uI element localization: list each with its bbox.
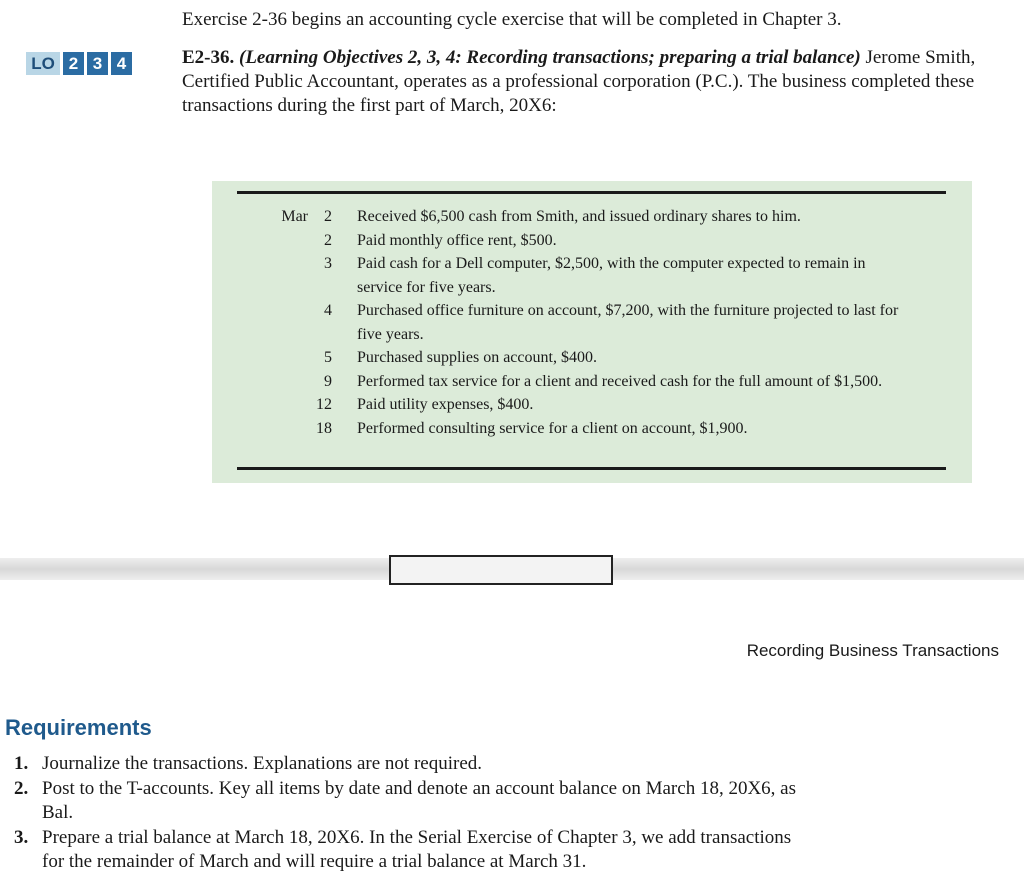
transaction-description: Paid monthly office rent, $500. — [357, 231, 557, 249]
transactions-panel — [212, 181, 972, 483]
transaction-description: Paid utility expenses, $400. — [357, 396, 534, 413]
transaction-day: 2 — [324, 231, 332, 249]
transaction-row — [272, 229, 912, 253]
transaction-date — [272, 205, 332, 229]
transaction-date — [272, 299, 332, 346]
learning-objectives-badge — [26, 52, 132, 75]
requirements-list — [14, 752, 814, 875]
requirement-number: 3. — [14, 826, 29, 848]
transaction-row — [272, 299, 912, 346]
transaction-row — [272, 370, 912, 394]
transaction-date — [272, 393, 332, 417]
transaction-day: 12 — [316, 396, 332, 413]
transaction-description: Performed tax service for a client and received cash for the full amount of $1,500. — [357, 372, 883, 390]
requirement-text: Journalize the transactions. Explanations are not required. — [42, 753, 483, 774]
transaction-date — [272, 346, 332, 370]
requirement-text: Post to the T-accounts. Key all items by date and denote an account balance on March 18, 20X6, as Bal. — [42, 777, 796, 823]
transaction-date — [272, 417, 332, 441]
transaction-date — [272, 252, 332, 299]
transactions-list — [272, 205, 912, 440]
transaction-day: 5 — [324, 349, 332, 366]
transaction-description: Received $6,500 cash from Smith, and issued ordinary shares to him. — [357, 208, 801, 225]
transaction-row — [272, 252, 912, 299]
table-bottom-rule — [237, 467, 946, 470]
requirement-number: 2. — [14, 777, 29, 799]
requirement-text: Prepare a trial balance at March 18, 20X6. In the Serial Exercise of Chapter 3, we add transactions for the remainder of March and will require a trial balance at March 31. — [42, 826, 792, 872]
transaction-row — [272, 417, 912, 441]
requirement-item — [14, 826, 814, 875]
transaction-description: Paid cash for a Dell computer, $2,500, with the computer expected to remain in service for five years. — [357, 255, 866, 296]
table-top-rule — [237, 191, 946, 194]
exercise-title: (Learning Objectives 2, 3, 4: Recording transactions; preparing a trial balance) — [239, 47, 861, 68]
transaction-day: 18 — [316, 419, 332, 437]
transaction-day: 2 — [324, 208, 332, 225]
intro-text: Exercise 2-36 begins an accounting cycle exercise that will be completed in Chapter 3. — [182, 9, 842, 30]
transaction-day: 9 — [324, 372, 332, 390]
requirement-number: 1. — [14, 753, 29, 774]
transaction-row — [272, 205, 912, 229]
running-head: Recording Business Transactions — [746, 641, 999, 660]
transaction-date — [272, 370, 332, 394]
exercise-id: E2-36. — [182, 47, 235, 68]
lo-number-4: 4 — [111, 52, 132, 75]
requirement-item — [14, 777, 814, 826]
requirement-item — [14, 752, 814, 777]
transaction-date — [272, 229, 332, 253]
lo-label: LO — [26, 52, 60, 75]
transaction-description: Purchased supplies on account, $400. — [357, 349, 597, 366]
lo-number-3: 3 — [87, 52, 108, 75]
transaction-month: Mar — [281, 208, 308, 225]
transaction-description: Purchased office furniture on account, $7,200, with the furniture projected to last for five years. — [357, 302, 899, 343]
transaction-description: Performed consulting service for a client on account, $1,900. — [357, 419, 748, 437]
requirements-heading: Requirements — [5, 715, 152, 740]
transaction-day: 3 — [324, 255, 332, 272]
page-divider-box — [389, 555, 613, 585]
transaction-row — [272, 346, 912, 370]
lo-number-2: 2 — [63, 52, 84, 75]
transaction-day: 4 — [324, 302, 332, 319]
transaction-row — [272, 393, 912, 417]
exercise-body: Jerome Smith, Certified Public Accountant, operates as a professional corporation (P.C.). The business completed these transactions during the first part of March, 20X6: — [182, 47, 976, 116]
exercise-statement — [182, 46, 992, 118]
